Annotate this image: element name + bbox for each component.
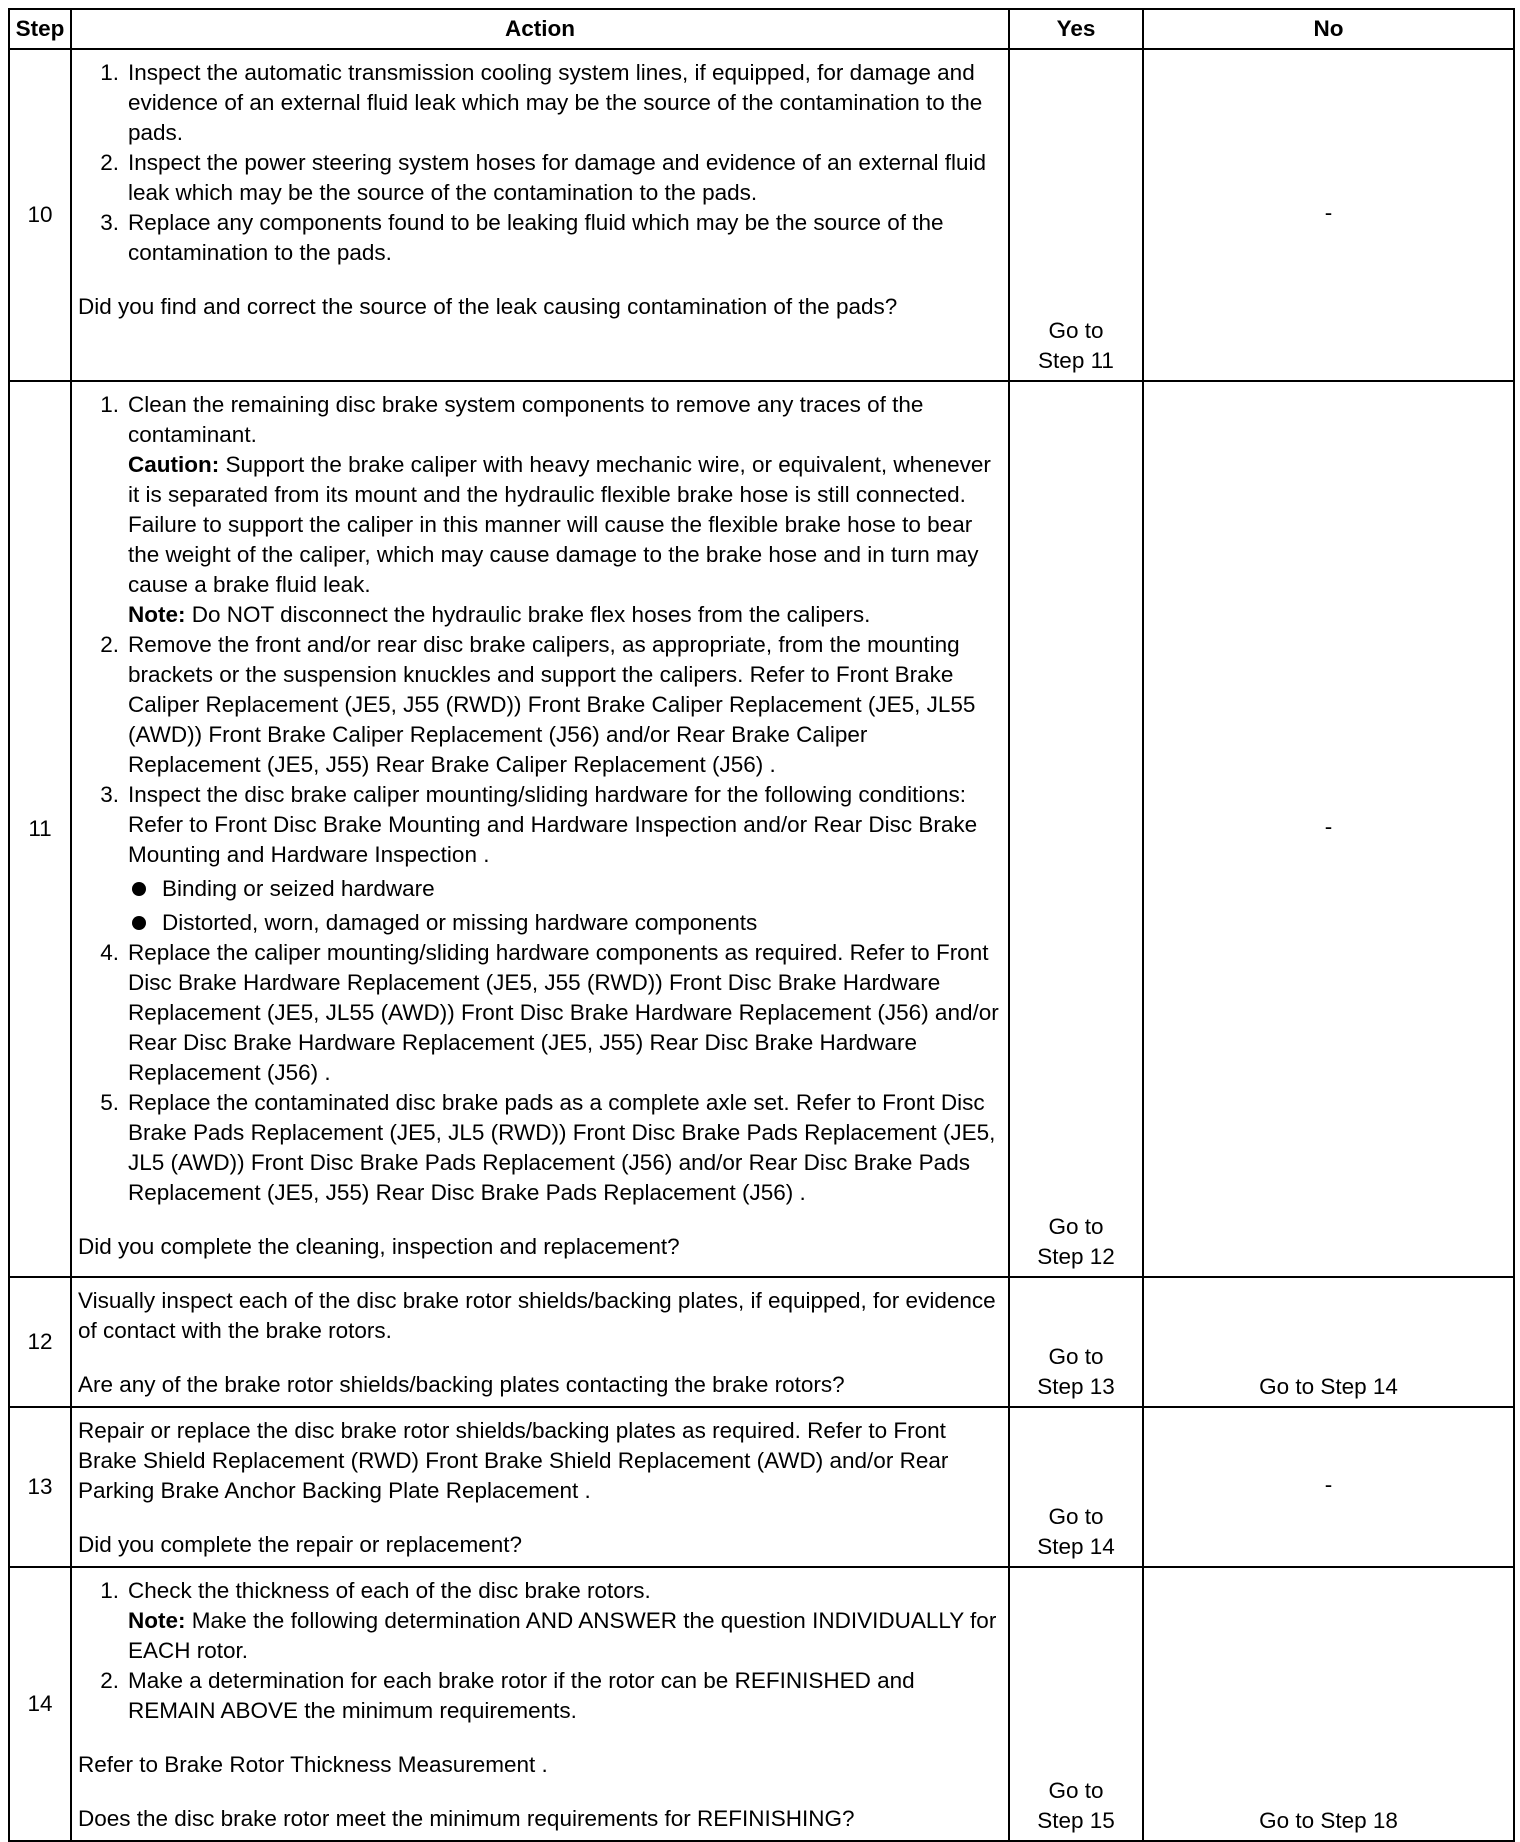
no-cell: Go to Step 14: [1143, 1277, 1514, 1407]
no-cell: -: [1143, 49, 1514, 381]
table-header-row: [9, 9, 1514, 49]
no-cell: -: [1143, 1407, 1514, 1567]
step-number: 12: [9, 1277, 71, 1407]
action-cell: [71, 49, 1009, 381]
info-note: Note: Do NOT disconnect the hydraulic brake flex hoses from the calipers.: [128, 602, 871, 627]
yes-cell: Go to Step 15: [1009, 1567, 1143, 1841]
diagnostic-table-page: [8, 8, 1513, 1842]
yes-cell: Go to Step 12: [1009, 381, 1143, 1277]
bullet-item: Binding or seized hardware: [128, 874, 1002, 904]
list-item: 2. Remove the front and/or rear disc brake calipers, as appropriate, from the mounting brackets or the suspension knuckles and support the calipers. Refer to Front Brake Caliper Replacement (JE5, J55 (RWD)) Front Brake Caliper Replacement (JE5, JL55 (AWD)) Front Brake Caliper Replacement (J56) and/or Rear Brake Caliper Replacement (JE5, J55) Rear Brake Caliper Replacement (J56) .: [100, 632, 976, 777]
question-text: Did you complete the cleaning, inspection and replacement?: [78, 1234, 680, 1259]
yes-cell: Go to Step 11: [1009, 49, 1143, 381]
question-text: Are any of the brake rotor shields/backing plates contacting the brake rotors?: [78, 1372, 845, 1397]
list-item: 3. Inspect the disc brake caliper mounting/sliding hardware for the following conditions: Refer to Front Disc Brake Mounting and Hardware Inspection and/or Rear Disc Brake Mounting and Hardware Inspection . Binding or seized hardware Distorted, worn, damaged or missing hardware components: [78, 780, 1002, 938]
list-item: 2. Make a determination for each brake rotor if the rotor can be REFINISHED and REMAIN ABOVE the minimum requirements.: [100, 1668, 915, 1723]
caution-note: Caution: Support the brake caliper with heavy mechanic wire, or equivalent, whenever it is separated from its mount and the hydraulic flexible brake hose is still connected. Failure to support the caliper in this manner will cause the flexible brake hose to bear the weight of the caliper, which may cause damage to the brake hose and in turn may cause a brake fluid leak.: [128, 452, 991, 597]
bullet-icon: [132, 916, 146, 930]
action-list: [78, 58, 1002, 268]
step-number: 11: [9, 381, 71, 1277]
diagnostic-steps-table: [8, 8, 1515, 1842]
bullet-icon: [132, 882, 146, 896]
no-cell: -: [1143, 381, 1514, 1277]
action-list: [78, 1576, 1002, 1726]
header-step: Step: [9, 9, 71, 49]
bullet-item: Distorted, worn, damaged or missing hardware components: [128, 908, 1002, 938]
list-item: 1. Check the thickness of each of the disc brake rotors. Note: Make the following determination AND ANSWER the question INDIVIDUALLY for EACH rotor.: [78, 1576, 1002, 1666]
table-row-step-14: [9, 1567, 1514, 1841]
yes-cell: Go to Step 14: [1009, 1407, 1143, 1567]
action-text: Repair or replace the disc brake rotor shields/backing plates as required. Refer to Front Brake Shield Replacement (RWD) Front Brake Shield Replacement (AWD) and/or Rear Parking Brake Anchor Backing Plate Replacement .: [78, 1418, 949, 1503]
header-yes: Yes: [1009, 9, 1143, 49]
header-no: No: [1143, 9, 1514, 49]
list-item: 1. Clean the remaining disc brake system components to remove any traces of the contaminant. Caution: Support the brake caliper with heavy mechanic wire, or equivalent, whenever it is separated from its mount and the hydraulic flexible brake hose is still connected. Failure to support the caliper in this manner will cause the flexible brake hose to bear the weight of the caliper, which may cause damage to the brake hose and in turn may cause a brake fluid leak. Note: Do NOT disconnect the hydraulic brake flex hoses from the calipers.: [78, 390, 1002, 630]
table-row-step-12: [9, 1277, 1514, 1407]
header-action: Action: [71, 9, 1009, 49]
question-text: Did you complete the repair or replacement?: [78, 1532, 522, 1557]
action-cell: [71, 1407, 1009, 1567]
list-item: 4. Replace the caliper mounting/sliding hardware components as required. Refer to Front Disc Brake Hardware Replacement (JE5, J55 (RWD)) Front Disc Brake Hardware Replacement (JE5, JL55 (AWD)) Front Disc Brake Hardware Replacement (J56) and/or Rear Disc Brake Hardware Replacement (JE5, J55) Rear Disc Brake Hardware Replacement (J56) .: [100, 940, 999, 1085]
reference-text: Refer to Brake Rotor Thickness Measurement .: [78, 1752, 548, 1777]
table-row-step-11: [9, 381, 1514, 1277]
action-cell: [71, 1567, 1009, 1841]
action-cell: [71, 381, 1009, 1277]
no-cell: Go to Step 18: [1143, 1567, 1514, 1841]
list-item: 3. Replace any components found to be leaking fluid which may be the source of the contamination to the pads.: [100, 210, 944, 265]
step-number: 13: [9, 1407, 71, 1567]
action-list: [78, 390, 1002, 1208]
list-item: 2. Inspect the power steering system hoses for damage and evidence of an external fluid leak which may be the source of the contamination to the pads.: [100, 150, 986, 205]
action-cell: [71, 1277, 1009, 1407]
step-number: 14: [9, 1567, 71, 1841]
yes-cell: Go to Step 13: [1009, 1277, 1143, 1407]
list-item: 5. Replace the contaminated disc brake pads as a complete axle set. Refer to Front Disc Brake Pads Replacement (JE5, JL5 (RWD)) Front Disc Brake Pads Replacement (JE5, JL5 (AWD)) Front Disc Brake Pads Replacement (J56) and/or Rear Disc Brake Pads Replacement (JE5, J55) Rear Disc Brake Pads Replacement (J56) .: [100, 1090, 996, 1205]
list-item: 1. Inspect the automatic transmission cooling system lines, if equipped, for damage and evidence of an external fluid leak which may be the source of the contamination to the pads.: [100, 60, 983, 145]
table-row-step-13: [9, 1407, 1514, 1567]
question-text: Did you find and correct the source of the leak causing contamination of the pads?: [78, 294, 898, 319]
question-text: Does the disc brake rotor meet the minimum requirements for REFINISHING?: [78, 1806, 855, 1831]
table-row-step-10: [9, 49, 1514, 381]
action-text: Visually inspect each of the disc brake rotor shields/backing plates, if equipped, for evidence of contact with the brake rotors.: [78, 1288, 996, 1343]
step-number: 10: [9, 49, 71, 381]
info-note: Note: Make the following determination AND ANSWER the question INDIVIDUALLY for EACH rotor.: [128, 1608, 997, 1663]
